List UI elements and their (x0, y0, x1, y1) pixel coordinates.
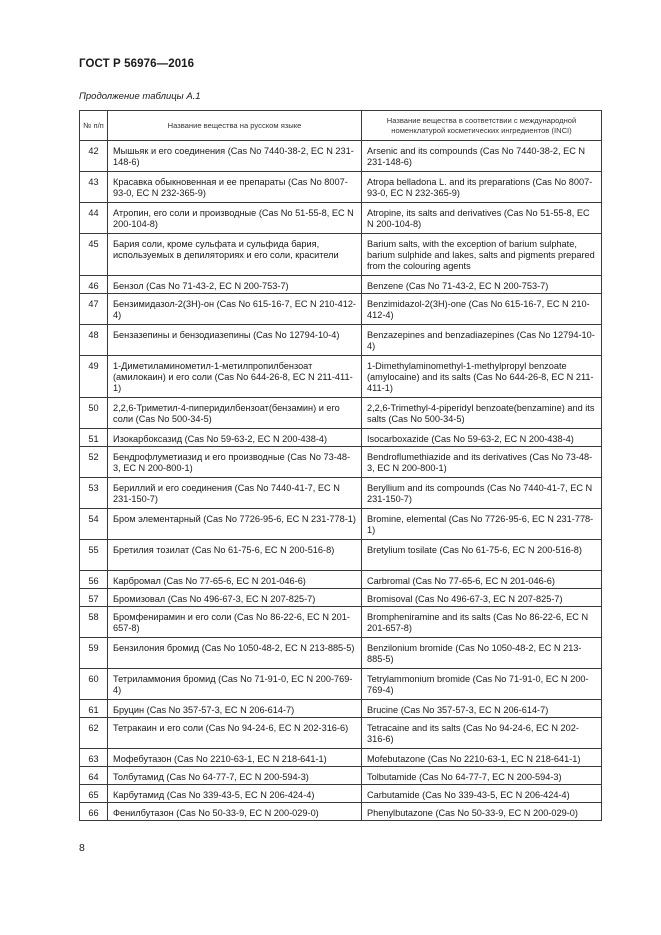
row-number: 43 (80, 172, 108, 203)
table-row (80, 447, 602, 478)
row-inci-name: Bromine, elemental (Cas No 7726-95-6, EC N 231-778-1) (362, 509, 602, 540)
row-inci-name: Carbromal (Cas No 77-65-6, EC N 201-046-6) (362, 571, 602, 589)
row-number: 57 (80, 589, 108, 607)
table-row (80, 234, 602, 276)
row-number: 55 (80, 540, 108, 571)
row-russian-name: Изокарбоксазид (Cas No 59-63-2, EC N 200-438-4) (108, 429, 362, 447)
table-row (80, 700, 602, 718)
table-row (80, 540, 602, 571)
table-row (80, 141, 602, 172)
row-inci-name: 1-Dimethylaminomethyl-1-methylpropyl benzoate (amylocaine) and its salts (Cas No 644-26-8, EC N 211-411-1) (362, 356, 602, 398)
row-russian-name: Бария соли, кроме сульфата и сульфида бария, используемых в депиляториях и его соли, красители (108, 234, 362, 276)
row-russian-name: Мофебутазон (Cas No 2210-63-1, EC N 218-641-1) (108, 749, 362, 767)
row-russian-name: Бензол (Cas No 71-43-2, EC N 200-753-7) (108, 276, 362, 294)
row-inci-name: Atropine, its salts and derivatives (Cas No 51-55-8, EC N 200-104-8) (362, 203, 602, 234)
table-row (80, 607, 602, 638)
row-number: 52 (80, 447, 108, 478)
row-number: 42 (80, 141, 108, 172)
row-number: 47 (80, 294, 108, 325)
row-inci-name: Brucine (Cas No 357-57-3, EC N 206-614-7) (362, 700, 602, 718)
table-row (80, 429, 602, 447)
table-row (80, 276, 602, 294)
row-russian-name: Красавка обыкновенная и ее препараты (Cas No 8007-93-0, EC N 232-365-9) (108, 172, 362, 203)
row-russian-name: Мышьяк и его соединения (Cas No 7440-38-2, EC N 231-148-6) (108, 141, 362, 172)
row-number: 44 (80, 203, 108, 234)
row-number: 56 (80, 571, 108, 589)
row-russian-name: 1-Диметиламинометил-1-метилпропилбензоат (амилокаин) и его соли (Cas No 644-26-8, EC N 211-411-1) (108, 356, 362, 398)
row-russian-name: Бром элементарный (Cas No 7726-95-6, EC N 231-778-1) (108, 509, 362, 540)
row-inci-name: Bretylium tosilate (Cas No 61-75-6, EC N 200-516-8) (362, 540, 602, 571)
table-row (80, 571, 602, 589)
row-russian-name: Толбутамид (Cas No 64-77-7, EC N 200-594-3) (108, 767, 362, 785)
row-number: 64 (80, 767, 108, 785)
table-row (80, 767, 602, 785)
table-row (80, 589, 602, 607)
document-header: ГОСТ Р 56976—2016 (79, 58, 195, 70)
row-russian-name: Бромизовал (Cas No 496-67-3, EC N 207-825-7) (108, 589, 362, 607)
row-inci-name: Bromisoval (Cas No 496-67-3, EC N 207-825-7) (362, 589, 602, 607)
row-russian-name: Бретилия тозилат (Cas No 61-75-6, EC N 200-516-8) (108, 540, 362, 571)
row-russian-name: Карбромал (Cas No 77-65-6, EC N 201-046-6) (108, 571, 362, 589)
row-russian-name: Бендрофлуметиазид и его производные (Cas No 73-48-3, EC N 200-800-1) (108, 447, 362, 478)
table-row (80, 203, 602, 234)
header-inci-name: Название вещества в соответствии с международной номенклатурой косметических ингредиентов (INCI) (362, 111, 602, 141)
row-inci-name: Benzene (Cas No 71-43-2, EC N 200-753-7) (362, 276, 602, 294)
row-inci-name: Beryllium and its compounds (Cas No 7440-41-7, EC N 231-150-7) (362, 478, 602, 509)
row-number: 63 (80, 749, 108, 767)
table-row (80, 172, 602, 203)
substances-table (79, 110, 602, 821)
row-russian-name: Тетракаин и его соли (Cas No 94-24-6, EC N 202-316-6) (108, 718, 362, 749)
row-inci-name: Mofebutazone (Cas No 2210-63-1, EC N 218-641-1) (362, 749, 602, 767)
row-inci-name: Atropa belladona L. and its preparations (Cas No 8007-93-0, EC N 232-365-9) (362, 172, 602, 203)
row-number: 61 (80, 700, 108, 718)
row-number: 59 (80, 638, 108, 669)
row-number: 66 (80, 803, 108, 821)
table-row (80, 478, 602, 509)
row-russian-name: Бериллий и его соединения (Cas No 7440-41-7, EC N 231-150-7) (108, 478, 362, 509)
row-inci-name: Tetrylammonium bromide (Cas No 71-91-0, EC N 200-769-4) (362, 669, 602, 700)
table-row (80, 325, 602, 356)
row-russian-name: Карбутамид (Cas No 339-43-5, EC N 206-424-4) (108, 785, 362, 803)
table-row (80, 785, 602, 803)
table-row (80, 669, 602, 700)
table-row (80, 803, 602, 821)
row-number: 50 (80, 398, 108, 429)
table-row (80, 294, 602, 325)
row-number: 48 (80, 325, 108, 356)
row-inci-name: Bendroflumethiazide and its derivatives (Cas No 73-48-3, EC N 200-800-1) (362, 447, 602, 478)
row-russian-name: Атропин, его соли и производные (Cas No 51-55-8, EC N 200-104-8) (108, 203, 362, 234)
row-russian-name: Бензимидазол-2(3H)-он (Cas No 615-16-7, EC N 210-412-4) (108, 294, 362, 325)
row-number: 65 (80, 785, 108, 803)
table-row (80, 398, 602, 429)
row-inci-name: Benzimidazol-2(3H)-one (Cas No 615-16-7, EC N 210-412-4) (362, 294, 602, 325)
row-inci-name: Tolbutamide (Cas No 64-77-7, EC N 200-594-3) (362, 767, 602, 785)
row-number: 46 (80, 276, 108, 294)
header-russian-name: Название вещества на русском языке (108, 111, 362, 141)
header-number: № п/п (80, 111, 108, 141)
row-russian-name: Бензилония бромид (Cas No 1050-48-2, EC N 213-885-5) (108, 638, 362, 669)
row-russian-name: 2,2,6-Триметил-4-пиперидилбензоат(бензамин) и его соли (Cas No 500-34-5) (108, 398, 362, 429)
table-row (80, 509, 602, 540)
table-row (80, 718, 602, 749)
row-inci-name: Tetracaine and its salts (Cas No 94-24-6, EC N 202-316-6) (362, 718, 602, 749)
table-caption: Продолжение таблицы А.1 (79, 91, 201, 102)
row-inci-name: Isocarboxazide (Cas No 59-63-2, EC N 200-438-4) (362, 429, 602, 447)
row-inci-name: Arsenic and its compounds (Cas No 7440-38-2, EC N 231-148-6) (362, 141, 602, 172)
row-inci-name: 2,2,6-Trimethyl-4-piperidyl benzoate(benzamine) and its salts (Cas No 500-34-5) (362, 398, 602, 429)
row-number: 58 (80, 607, 108, 638)
row-inci-name: Brompheniramine and its salts (Cas No 86-22-6, EC N 201-657-8) (362, 607, 602, 638)
row-number: 49 (80, 356, 108, 398)
table-row (80, 356, 602, 398)
page-number: 8 (79, 842, 85, 854)
row-inci-name: Phenylbutazone (Cas No 50-33-9, EC N 200-029-0) (362, 803, 602, 821)
row-number: 62 (80, 718, 108, 749)
table-row (80, 749, 602, 767)
row-russian-name: Бромфенирамин и его соли (Cas No 86-22-6, EC N 201-657-8) (108, 607, 362, 638)
row-inci-name: Barium salts, with the exception of barium sulphate, barium sulphide and lakes, salts and pigments prepared from the colouring agents (362, 234, 602, 276)
row-russian-name: Бруцин (Cas No 357-57-3, EC N 206-614-7) (108, 700, 362, 718)
row-inci-name: Benzilonium bromide (Cas No 1050-48-2, EC N 213-885-5) (362, 638, 602, 669)
table-body (80, 141, 602, 821)
row-russian-name: Бензазепины и бензодиазепины (Cas No 12794-10-4) (108, 325, 362, 356)
row-number: 53 (80, 478, 108, 509)
row-number: 60 (80, 669, 108, 700)
row-number: 51 (80, 429, 108, 447)
row-number: 54 (80, 509, 108, 540)
row-inci-name: Carbutamide (Cas No 339-43-5, EC N 206-424-4) (362, 785, 602, 803)
row-number: 45 (80, 234, 108, 276)
row-russian-name: Фенилбутазон (Cas No 50-33-9, EC N 200-029-0) (108, 803, 362, 821)
row-inci-name: Benzazepines and benzadiazepines (Cas No 12794-10-4) (362, 325, 602, 356)
row-russian-name: Тетриламмония бромид (Cas No 71-91-0, EC N 200-769-4) (108, 669, 362, 700)
table-header-row (80, 111, 602, 141)
table-row (80, 638, 602, 669)
